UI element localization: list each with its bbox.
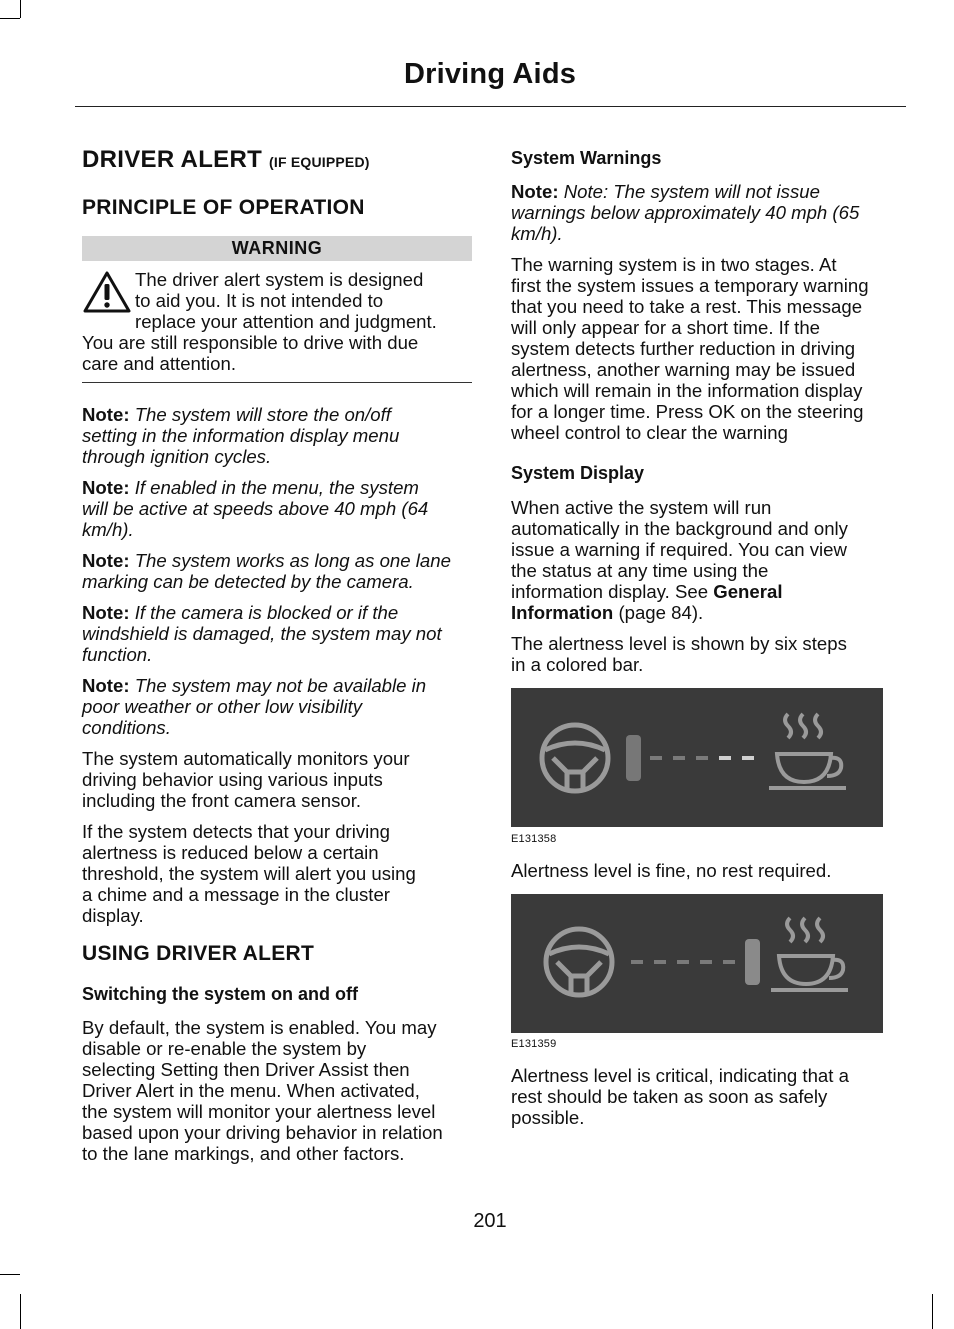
text-line: The alertness level is shown by six steps [511,633,847,654]
crop-mark [0,18,20,19]
text-line: will only appear for a short time. If the [511,317,821,338]
switching-heading: Switching the system on and off [82,984,359,1004]
text-line: If the system detects that your driving [82,821,390,842]
note-label: Note: [82,550,130,571]
title-rule [75,106,906,107]
note-line: conditions. [82,717,171,738]
alertness-step [742,756,754,760]
figure-caption: Alertness level is fine, no rest required. [511,860,832,881]
text-line: the status at any time using the [511,560,769,581]
text-line: alertness is reduced below a certain [82,842,379,863]
warning-line: care and attention. [82,353,237,374]
warning-heading: WARNING [82,236,472,261]
note-line: If enabled in the menu, the system [134,477,419,498]
alertness-bar-graphic [511,688,883,827]
note-line: km/h). [82,519,134,540]
text-line: to the lane markings, and other factors. [82,1143,405,1164]
note-line: windshield is damaged, the system may not [82,623,442,644]
warning-line: to aid you. It is not intended to [135,290,384,311]
general-information-link[interactable]: Information [511,602,614,623]
page-number: 201 [473,1210,507,1232]
text-line: rest should be taken as soon as safely [511,1086,828,1107]
note-lane-marking [82,550,472,592]
page-reference: (page 84). [618,602,704,623]
crop-mark [20,1294,21,1329]
text-line: display. [82,905,144,926]
alertness-step [723,960,735,964]
alertness-steps [626,735,754,781]
paragraph-active [511,497,903,623]
crop-mark [0,1274,20,1275]
paragraph-alertness [511,633,903,675]
alertness-step [719,756,731,760]
note-label: Note: [82,675,130,696]
section-title [82,146,472,176]
text-line: driving behavior using various inputs [82,769,383,790]
text-line: automatically in the background and only [511,518,848,539]
note-line: marking can be detected by the camera. [82,571,414,592]
text-line: the system will monitor your alertness level [82,1101,436,1122]
text-line: disable or re-enable the system by [82,1038,367,1059]
steering-wheel-icon [546,929,612,995]
note-label: Note: [82,477,130,498]
alertness-step [673,756,685,760]
coffee-cup-icon [771,918,848,990]
alertness-figure-fine [511,688,883,827]
alertness-step [654,960,666,964]
text-line: issue a warning if required. You can view [511,539,847,560]
paragraph-default [82,1017,472,1164]
text-line: alertness, another warning may be issued [511,359,856,380]
text-line: Alertness level is critical, indicating that a [511,1065,849,1086]
text-line: threshold, the system will alert you using [82,863,416,884]
text-line: in a colored bar. [511,654,644,675]
note-line: The system will store the on/off [134,404,391,425]
paragraph-detects [82,821,472,926]
paragraph-monitors [82,748,472,811]
note-line: warnings below approximately 40 mph (65 [511,202,860,223]
text-line: that you need to take a rest. This message [511,296,863,317]
text-line: possible. [511,1107,585,1128]
alertness-step [631,960,643,964]
note-line: The system works as long as one lane [134,550,451,571]
note-active-speed [82,477,472,540]
note-line: km/h). [511,223,563,244]
figure-id: E131358 [511,833,557,845]
alertness-bar-graphic [511,894,883,1033]
note-line: poor weather or other low visibility [82,696,363,717]
section-title-text: DRIVER ALERT [82,146,263,173]
crop-mark [20,0,21,18]
text-line: By default, the system is enabled. You may [82,1017,437,1038]
note-warnings-speed [511,181,903,244]
text-line: including the front camera sensor. [82,790,362,811]
note-line: setting in the information display menu [82,425,400,446]
paragraph-two-stages [511,254,903,443]
text-line: Driver Alert in the menu. When activated, [82,1080,420,1101]
alertness-step [650,756,662,760]
text-line: When active the system will run [511,497,772,518]
text-line: wheel control to clear the warning [511,422,788,443]
general-information-link[interactable]: General [713,581,783,602]
alertness-figure-critical [511,894,883,1033]
text-line: information display. See [511,581,709,602]
warning-text [82,269,472,374]
note-store-setting [82,404,472,467]
note-line: Note: The system will not issue [563,181,820,202]
text-line: for a longer time. Press OK on the steering [511,401,864,422]
alertness-step [696,756,708,760]
note-line: will be active at speeds above 40 mph (64 [82,498,429,519]
warning-line: The driver alert system is designed [135,269,424,290]
page-title: Driving Aids [403,58,577,90]
text-line: The warning system is in two stages. At [511,254,837,275]
warning-line: You are still responsible to drive with due [82,332,419,353]
steering-wheel-icon [542,725,608,791]
figure-caption [511,1065,903,1128]
note-line: If the camera is blocked or if the [134,602,399,623]
system-display-heading: System Display [511,463,645,483]
alertness-step [677,960,689,964]
figure-id: E131359 [511,1038,557,1050]
alertness-level-marker [626,735,641,781]
note-line: through ignition cycles. [82,446,272,467]
note-line: function. [82,644,153,665]
crop-mark [932,1294,933,1329]
note-poor-weather [82,675,472,738]
text-line: first the system issues a temporary warning [511,275,869,296]
note-camera-blocked [82,602,472,665]
note-label: Note: [511,181,559,202]
warning-divider [82,382,472,383]
text-line: system detects further reduction in driving [511,338,856,359]
section-title-suffix: (IF EQUIPPED) [269,154,370,170]
text-line: a chime and a message in the cluster [82,884,390,905]
note-label: Note: [82,602,130,623]
warning-line: replace your attention and judgment. [135,311,437,332]
note-line: The system may not be available in [134,675,427,696]
note-label: Note: [82,404,130,425]
subsection-principle: PRINCIPLE OF OPERATION [82,196,365,219]
system-warnings-heading: System Warnings [511,148,662,168]
text-line: selecting Setting then Driver Assist then [82,1059,410,1080]
alertness-step [700,960,712,964]
text-line: which will remain in the information display [511,380,863,401]
alertness-steps [631,939,760,985]
coffee-cup-icon [769,714,846,788]
subsection-using: USING DRIVER ALERT [82,942,315,965]
text-line: The system automatically monitors your [82,748,410,769]
alertness-level-marker [745,939,760,985]
text-line: based upon your driving behavior in relation [82,1122,443,1143]
